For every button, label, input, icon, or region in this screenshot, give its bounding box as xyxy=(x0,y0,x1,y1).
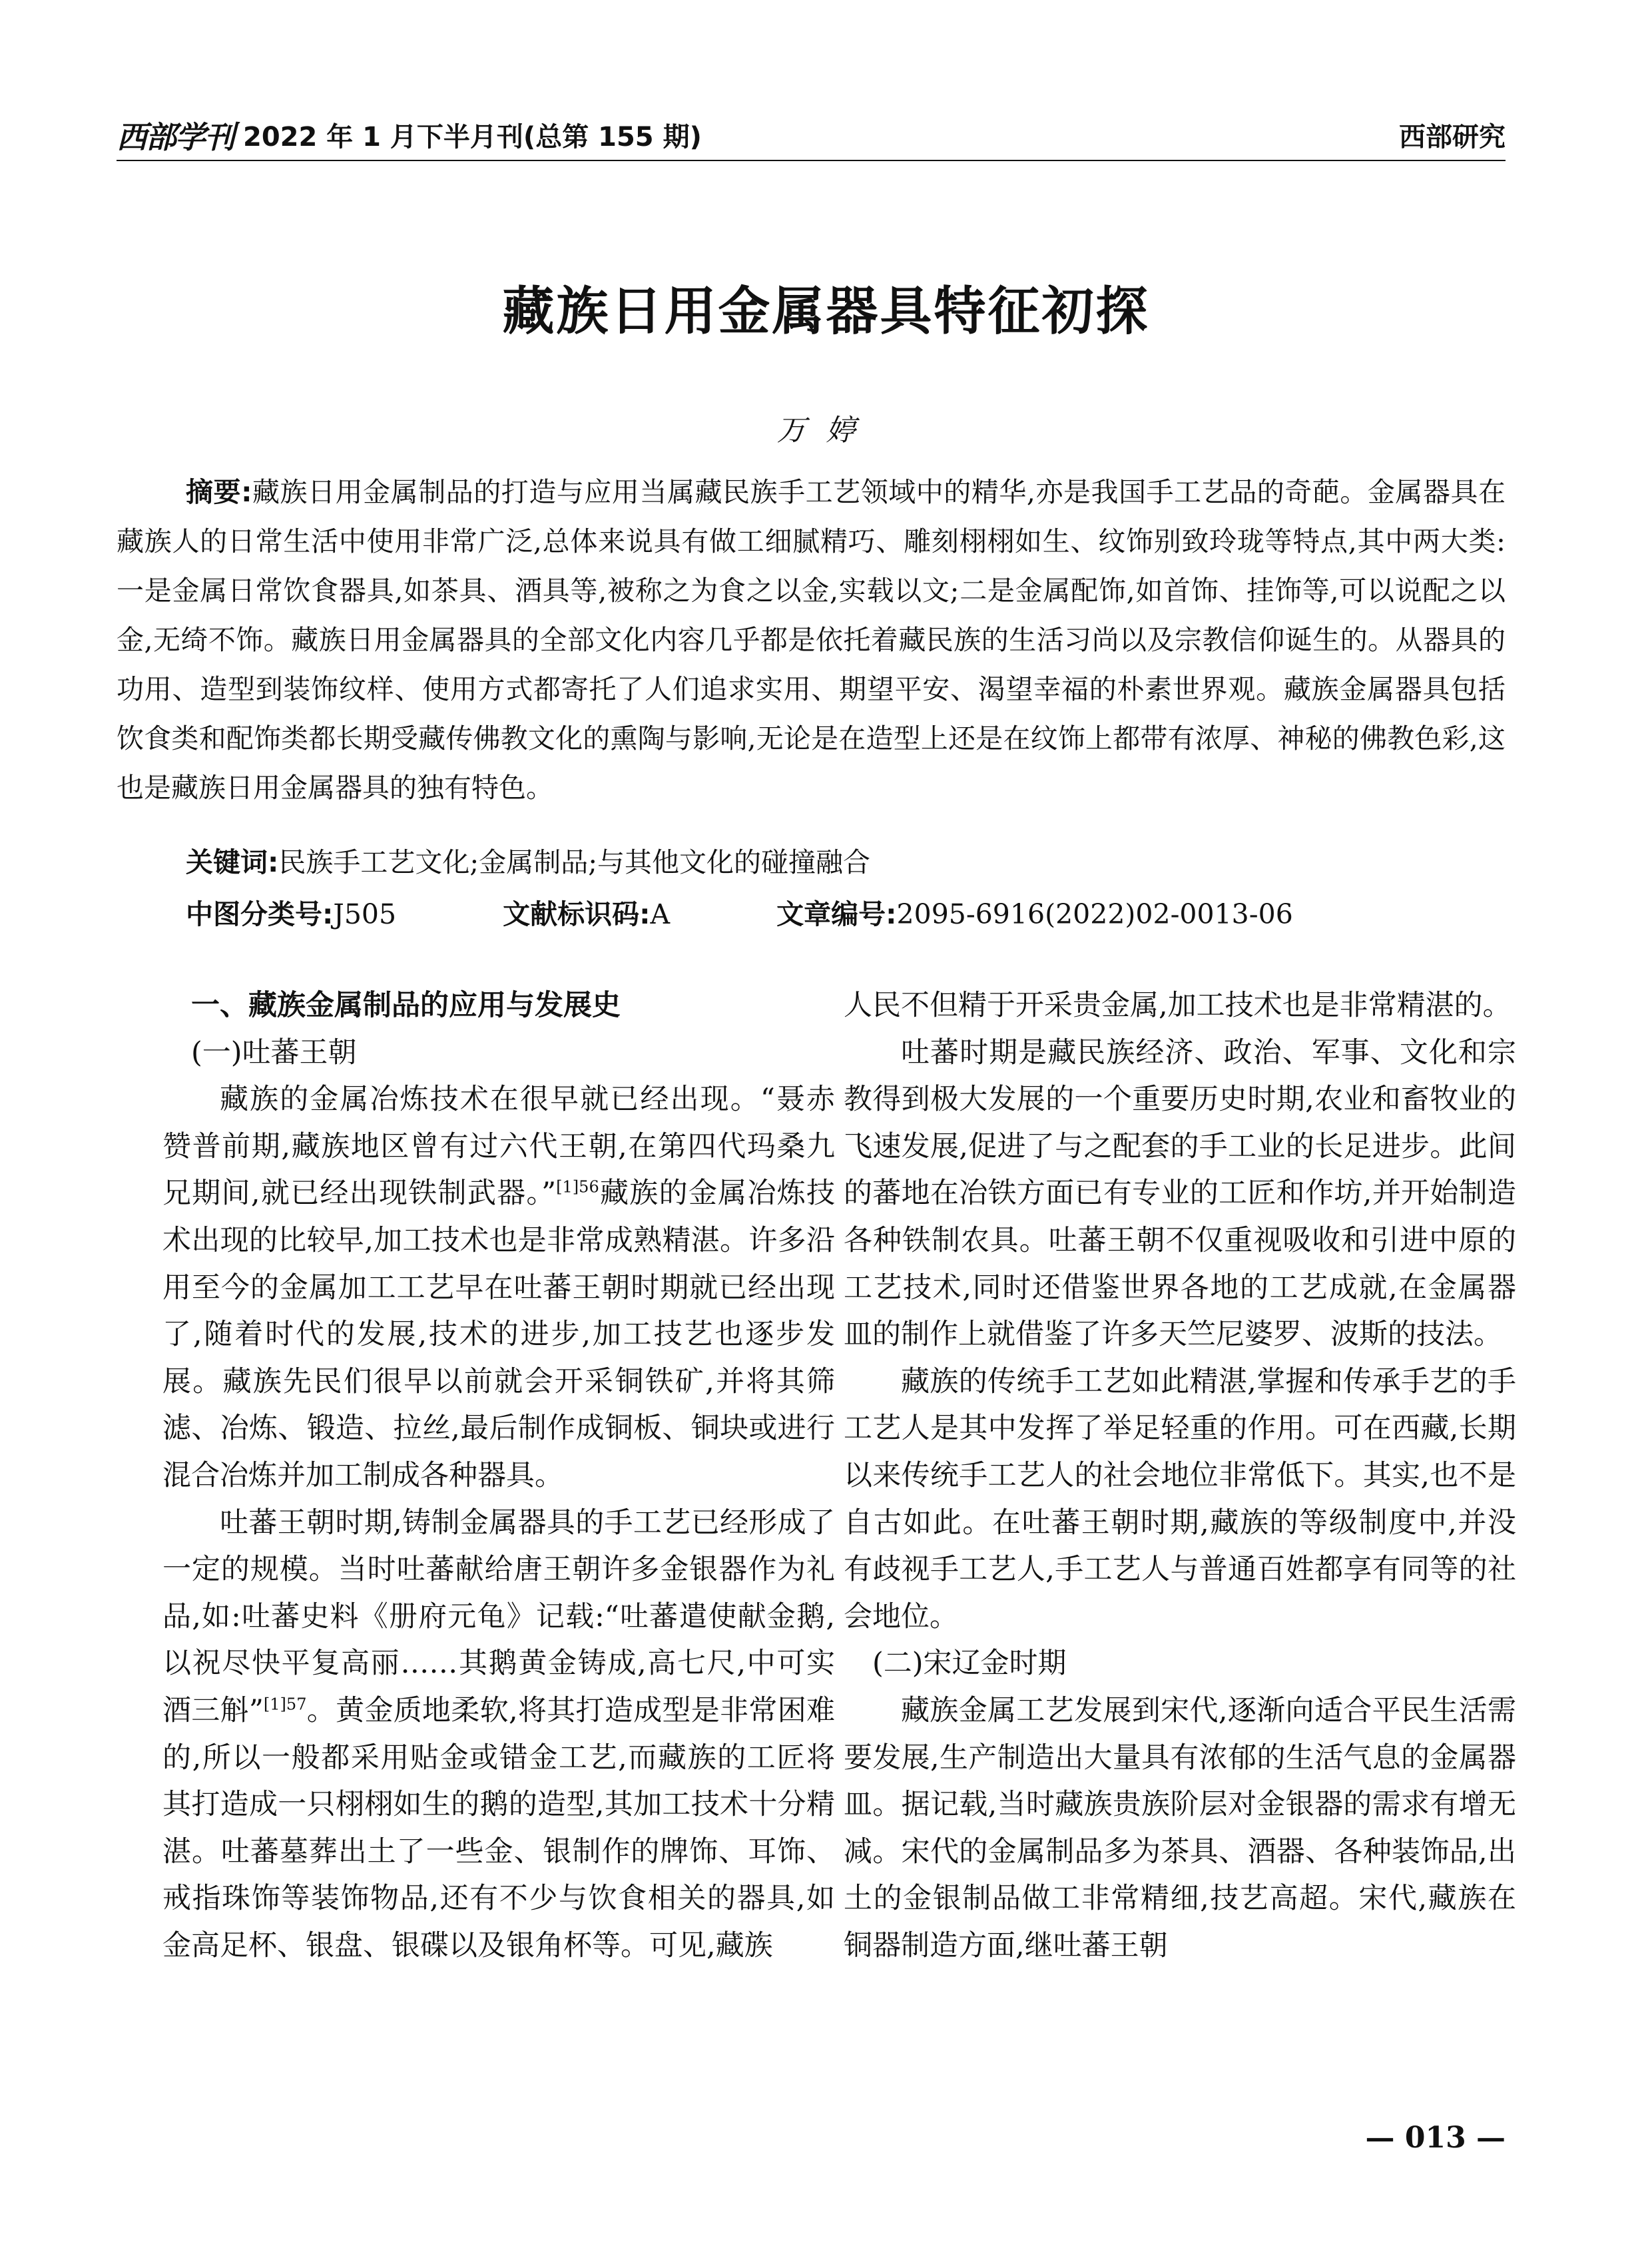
citation-marker: [1]57 xyxy=(263,1695,307,1714)
body-paragraph: 吐蕃时期是藏民族经济、政治、军事、文化和宗教得到极大发展的一个重要历史时期,农业和畜牧业的飞速发展,促进了与之配套的手工业的长足进步。此间的蕃地在冶铁方面已有专业的工匠和作坊,并开始制造各种铁制农具。吐蕃王朝不仅重视吸收和引进中原的工艺技术,同时还借鉴世界各地的工艺成就,在金属器皿的制作上就借鉴了许多天竺尼婆罗、波斯的技法。 xyxy=(844,1035,1516,1352)
keywords-label: 关键词: xyxy=(186,846,279,878)
body-paragraph: 藏族金属工艺发展到宋代,逐渐向适合平民生活需要发展,生产制造出大量具有浓郁的生活气息的金属器皿。据记载,当时藏族贵族阶层对金银器的需求有增无减。宋代的金属制品多为茶具、酒器、各种装饰品,出土的金银制品做工非常精细,技艺高超。宋代,藏族在铜器制造方面,继吐蕃王朝 xyxy=(844,1693,1516,1962)
article-author: 万婷 xyxy=(776,414,876,447)
paragraph-text: 藏族的金属冶炼技术出现的比较早,加工技术也是非常成熟精湛。许多沿用至今的金属加工工艺早在吐蕃王朝时期就已经出现了,随着时代的发展,技术的进步,加工技艺也逐步发展。藏族先民们很早以前就会开采铜铁矿,并将其筛滤、冶炼、锻造、拉丝,最后制作成铜板、铜块或进行混合冶炼并加工制成各种器具。 xyxy=(162,1177,836,1492)
article-number-value: 2095-6916(2022)02-0013-06 xyxy=(896,898,1293,930)
section-name: 西部研究 xyxy=(1399,122,1506,152)
keywords-text: 民族手工艺文化;金属制品;与其他文化的碰撞融合 xyxy=(278,846,871,878)
body-paragraph xyxy=(162,1076,835,1499)
abstract-text: 藏族日用金属制品的打造与应用当属藏民族手工艺领域中的精华,亦是我国手工艺品的奇葩。金属器具在藏族人的日常生活中使用非常广泛,总体来说具有做工细腻精巧、雕刻栩栩如生、纹饰别致玲珑等特点,其中两大类:一是金属日常饮食器具,如茶具、酒具等,被称之为食之以金,实载以文;二是金属配饰,如首饰、挂饰等,可以说配之以金,无绮不饰。藏族日用金属器具的全部文化内容几乎都是依托着藏民族的生活习尚以及宗教信仰诞生的。从器具的功用、造型到装饰纹样、使用方式都寄托了人们追求实用、期望平安、渴望幸福的朴素世界观。藏族金属器具包括饮食类和配饰类都长期受藏传佛教文化的熏陶与影响,无论是在造型上还是在纹饰上都带有浓厚、神秘的佛教色彩,这也是藏族日用金属器具的独有特色。 xyxy=(117,476,1506,804)
running-header xyxy=(117,112,1506,153)
body-column-right xyxy=(844,982,1516,1969)
keywords-line xyxy=(186,840,870,880)
journal-logo: 西部学刊 xyxy=(117,119,234,155)
paragraph-text: 。黄金质地柔软,将其打造成型是非常困难的,所以一般都采用贴金或错金工艺,而藏族的工匠将其打造成一只栩栩如生的鹅的造型,其加工技术十分精湛。吐蕃墓葬出土了一些金、银制作的牌饰、耳饰、戒指珠饰等装饰物品,还有不少与饮食相关的器具,如金高足杯、银盘、银碟以及银角杯等。可见,藏族 xyxy=(162,1693,836,1962)
journal-issue: 2022 年 1 月下半月刊(总第 155 期) xyxy=(243,122,702,152)
body-paragraph xyxy=(162,1500,835,1970)
clc-value: J505 xyxy=(333,898,397,930)
paragraph-text: 藏族的金属冶炼技术在很早就已经出现。“聂赤赞普前期,藏族地区曾有过六代王朝,在第四代玛桑九兄期间,就已经出现铁制武器。” xyxy=(162,1083,835,1211)
subsection-heading: (一)吐蕃王朝 xyxy=(191,1035,357,1069)
paragraph-text: 吐蕃王朝时期,铸制金属器具的手工艺已经形成了一定的规模。当时吐蕃献给唐王朝许多金银器作为礼品,如:吐蕃史料《册府元龟》记载:“吐蕃遣使献金鹅,以祝尽快平复高丽……其鹅黄金铸成,高七尺,中可实酒三斛” xyxy=(162,1506,835,1727)
body-paragraph: 藏族的传统手工艺如此精湛,掌握和传承手艺的手工艺人是其中发挥了举足轻重的作用。可在西藏,长期以来传统手工艺人的社会地位非常低下。其实,也不是自古如此。在吐蕃王朝时期,藏族的等级制度中,并没有歧视手工艺人,手工艺人与普通百姓都享有同等的社会地位。 xyxy=(844,1364,1516,1633)
citation-marker: [1]56 xyxy=(556,1178,599,1197)
abstract xyxy=(117,467,1506,812)
doc-code-value: A xyxy=(650,898,671,930)
article-number-label: 文章编号: xyxy=(776,898,897,930)
clc-label: 中图分类号: xyxy=(186,898,334,930)
classification-line xyxy=(186,892,1293,932)
body-column-left xyxy=(162,982,835,1969)
doc-code-label: 文献标识码: xyxy=(503,898,651,930)
abstract-label: 摘要: xyxy=(186,476,252,508)
article-title: 藏族日用金属器具特征初探 xyxy=(502,282,1150,342)
header-rule xyxy=(117,160,1506,161)
section-heading: 一、藏族金属制品的应用与发展史 xyxy=(191,989,621,1022)
body-paragraph: 人民不但精于开采贵金属,加工技术也是非常精湛的。 xyxy=(844,989,1512,1022)
subsection-heading: (二)宋辽金时期 xyxy=(872,1647,1067,1681)
page-number: — 013 — xyxy=(1365,2121,1506,2155)
